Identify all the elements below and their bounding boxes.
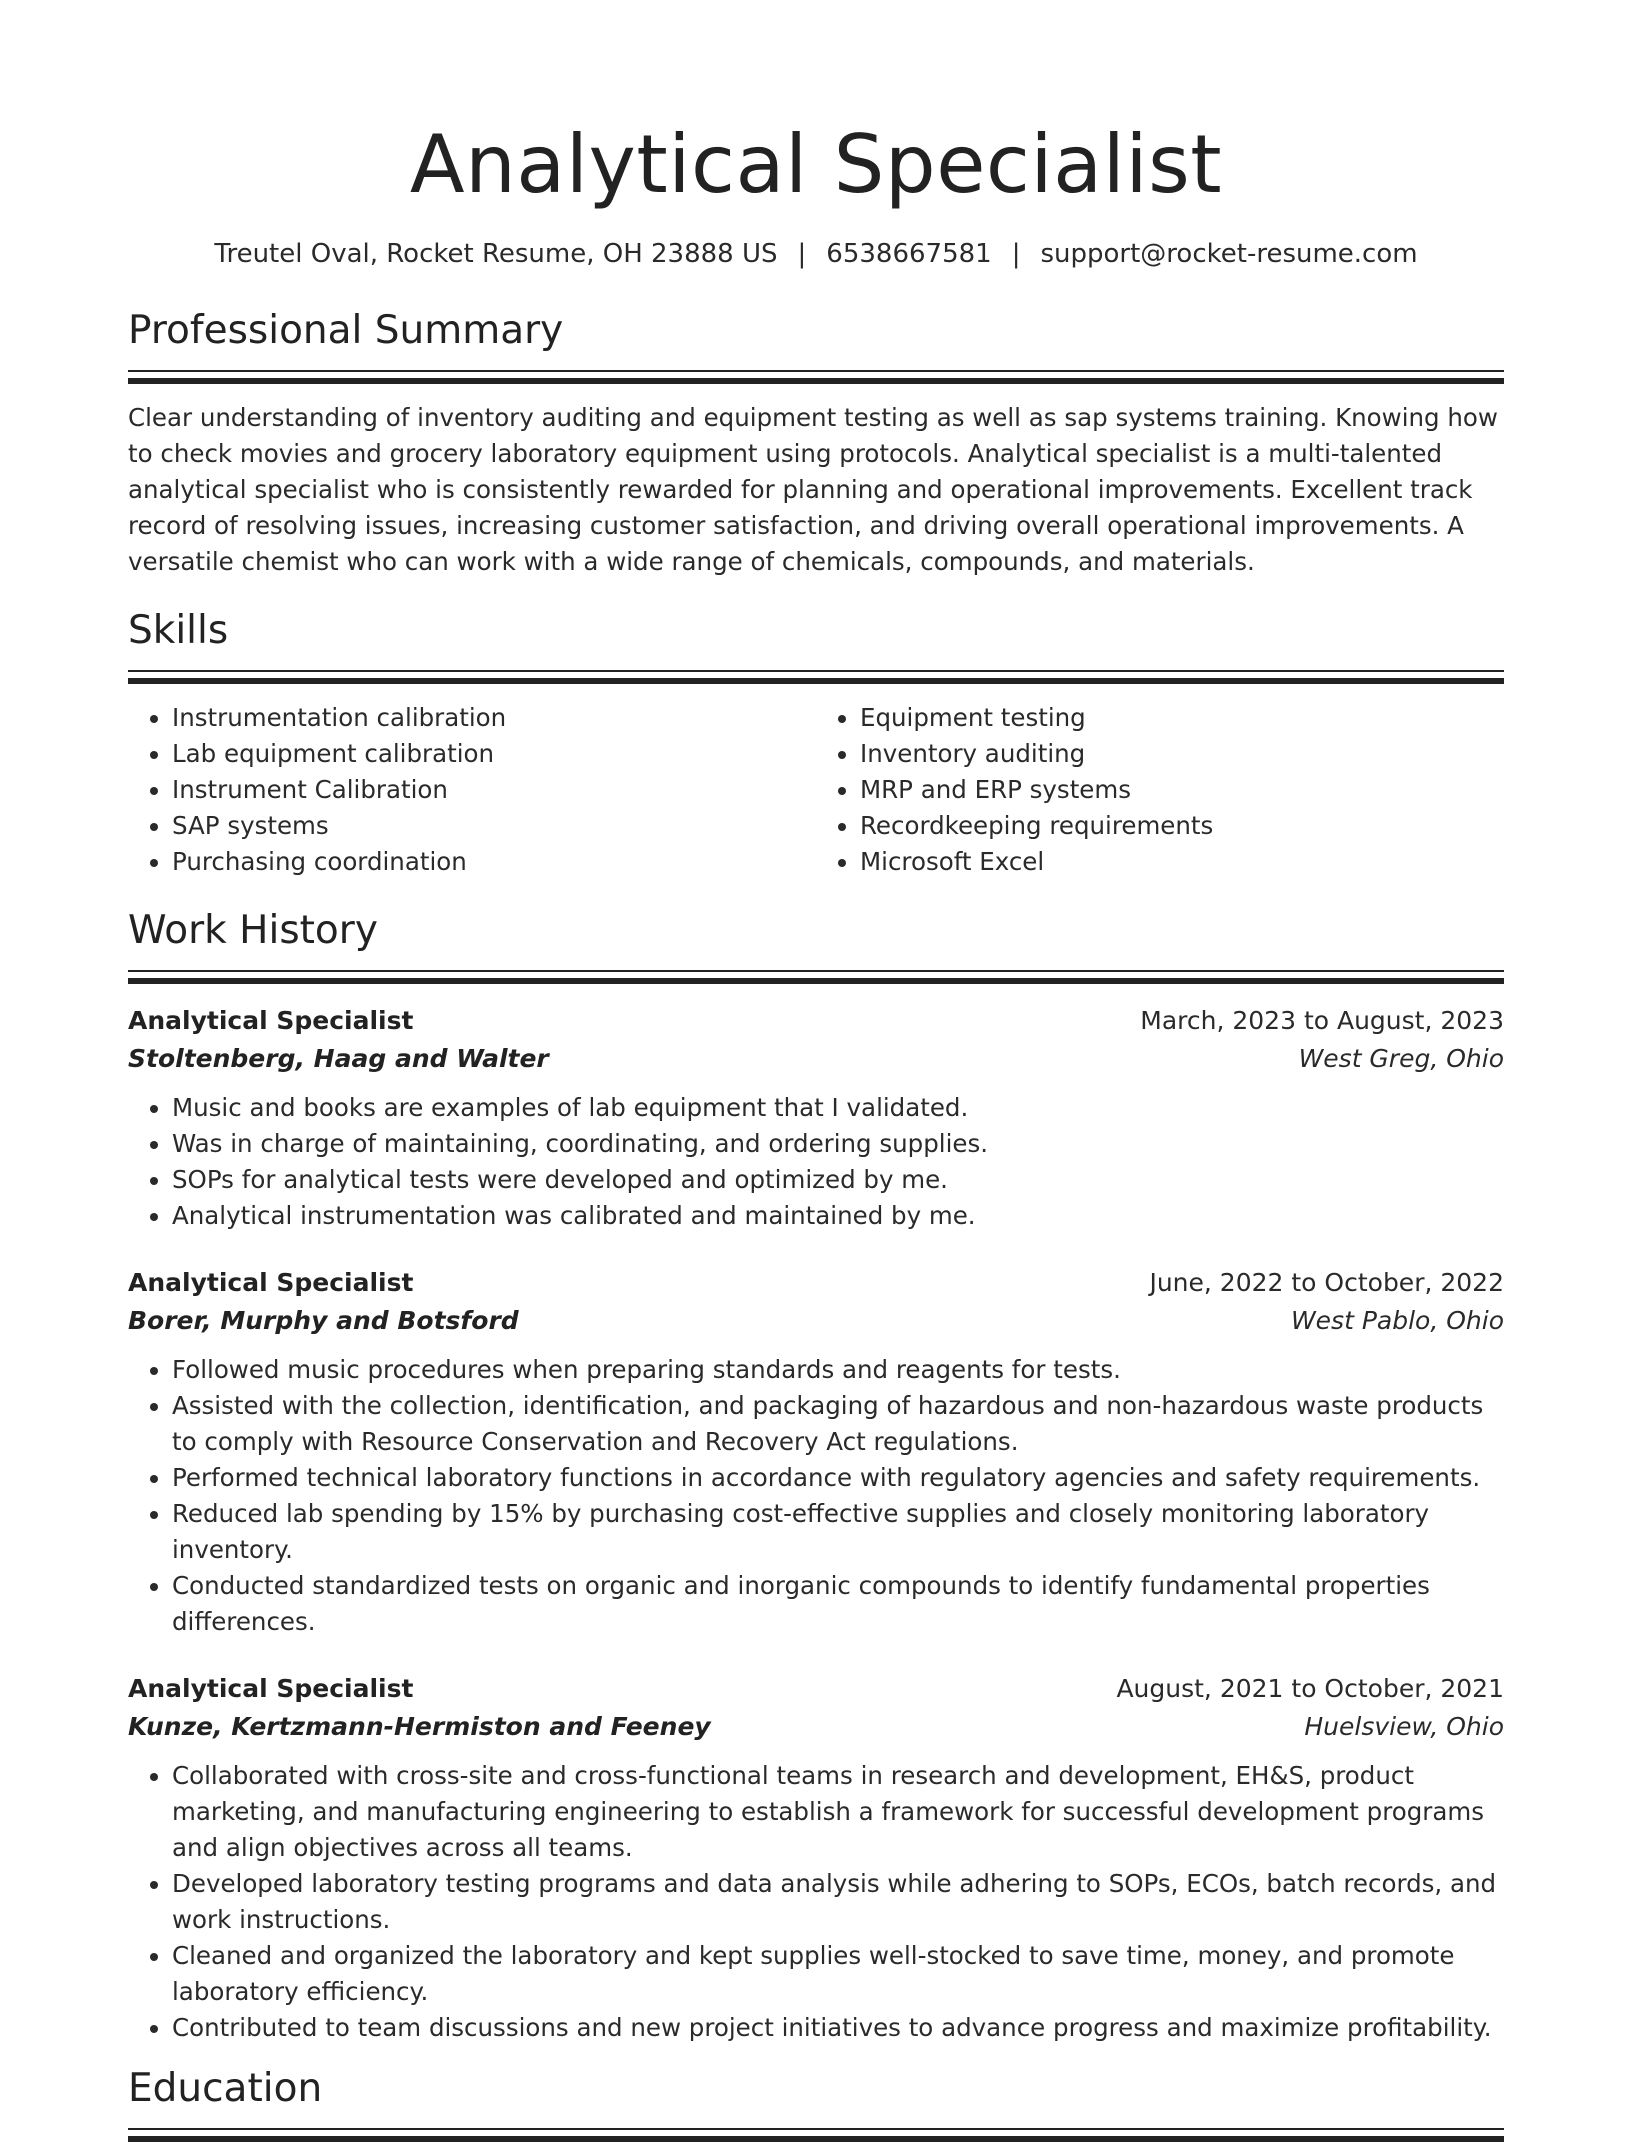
- job-company: Borer, Murphy and Botsford: [128, 1306, 519, 1335]
- job-bullet: • Reduced lab spending by 15% by purchasing cost-effective supplies and closely monitoring laboratory inventory.: [172, 1496, 1504, 1568]
- job-company: Kunze, Kertzmann-Hermiston and Feeney: [128, 1712, 711, 1741]
- contact-separator: |: [797, 239, 807, 269]
- skills-columns: [128, 700, 1504, 880]
- job-company-row: [128, 1302, 1504, 1340]
- job-location: Huelsview, Ohio: [1304, 1712, 1504, 1741]
- job-dates: March, 2023 to August, 2023: [1140, 1006, 1504, 1035]
- job-company-row: [128, 1040, 1504, 1078]
- job-bullet: • Collaborated with cross-site and cross-functional teams in research and development, EH&S, product marketing, and manufacturing engineering to establish a framework for successful development programs and align objectives across all teams.: [172, 1758, 1504, 1866]
- contact-address: Treutel Oval, Rocket Resume, OH 23888 US: [214, 239, 778, 269]
- job-bullet: • Performed technical laboratory functions in accordance with regulatory agencies and safety requirements.: [172, 1460, 1504, 1496]
- skill-item: • Purchasing coordination: [172, 844, 816, 880]
- contact-separator: |: [1011, 239, 1021, 269]
- skills-list-right: [816, 700, 1504, 880]
- skills-section: [128, 606, 1504, 880]
- job-bullet: • Contributed to team discussions and new project initiatives to advance progress and maximize profitability.: [172, 2010, 1504, 2046]
- section-divider: [128, 2128, 1504, 2130]
- job-company-row: [128, 1708, 1504, 1746]
- job-entry: [128, 1002, 1504, 1234]
- contact-line: [128, 236, 1504, 272]
- resume-name: Analytical Specialist: [409, 118, 1223, 211]
- work-history-heading: Work History: [128, 908, 378, 953]
- skill-item: • MRP and ERP systems: [860, 772, 1504, 808]
- job-header-row: [128, 1264, 1504, 1302]
- job-header-row: [128, 1670, 1504, 1708]
- section-divider: [128, 670, 1504, 672]
- job-bullet: • Music and books are examples of lab equipment that I validated.: [172, 1090, 1504, 1126]
- skills-list-left: [128, 700, 816, 880]
- section-divider-thick: [128, 678, 1504, 684]
- contact-email: support@rocket-resume.com: [1040, 239, 1418, 269]
- section-divider-thick: [128, 378, 1504, 384]
- job-company: Stoltenberg, Haag and Walter: [128, 1044, 549, 1073]
- contact-phone: 6538667581: [826, 239, 992, 269]
- section-divider: [128, 970, 1504, 972]
- education-section: [128, 2064, 1504, 2142]
- job-bullet: • Followed music procedures when preparing standards and reagents for tests.: [172, 1352, 1504, 1388]
- education-heading: Education: [128, 2066, 323, 2111]
- job-entry: [128, 1670, 1504, 2046]
- job-title: Analytical Specialist: [128, 1674, 414, 1703]
- job-location: West Greg, Ohio: [1298, 1044, 1504, 1073]
- summary-heading: Professional Summary: [128, 308, 564, 353]
- job-dates: August, 2021 to October, 2021: [1116, 1674, 1504, 1703]
- job-bullets: [128, 1090, 1504, 1234]
- section-divider: [128, 370, 1504, 372]
- job-bullet: • Analytical instrumentation was calibrated and maintained by me.: [172, 1198, 1504, 1234]
- summary-section: [128, 306, 1504, 580]
- skill-item: • Recordkeeping requirements: [860, 808, 1504, 844]
- skill-item: • Instrument Calibration: [172, 772, 816, 808]
- skill-item: • Instrumentation calibration: [172, 700, 816, 736]
- job-bullet: • Cleaned and organized the laboratory and kept supplies well-stocked to save time, money, and promote laboratory efficiency.: [172, 1938, 1504, 2010]
- job-title: Analytical Specialist: [128, 1006, 414, 1035]
- work-history-section: [128, 906, 1504, 2046]
- job-entry: [128, 1264, 1504, 1640]
- skill-item: • Lab equipment calibration: [172, 736, 816, 772]
- job-title: Analytical Specialist: [128, 1268, 414, 1297]
- summary-text: Clear understanding of inventory auditing and equipment testing as well as sap systems training. Knowing how to check movies and grocery laboratory equipment using protocols. Analytical specialist is a multi-talented analytical specialist who is consistently rewarded for planning and operational improvements. Excellent track record of resolving issues, increasing customer satisfaction, and driving overall operational improvements. A versatile chemist who can work with a wide range of chemicals, compounds, and materials.: [128, 403, 1498, 576]
- job-bullets: [128, 1758, 1504, 2046]
- skill-item: • Equipment testing: [860, 700, 1504, 736]
- skill-item: • Inventory auditing: [860, 736, 1504, 772]
- skills-heading: Skills: [128, 608, 229, 653]
- job-bullet: • Conducted standardized tests on organic and inorganic compounds to identify fundamental properties differences.: [172, 1568, 1504, 1640]
- job-bullet: • Was in charge of maintaining, coordinating, and ordering supplies.: [172, 1126, 1504, 1162]
- job-location: West Pablo, Ohio: [1290, 1306, 1504, 1335]
- job-bullets: [128, 1352, 1504, 1640]
- skill-item: • SAP systems: [172, 808, 816, 844]
- skill-item: • Microsoft Excel: [860, 844, 1504, 880]
- job-bullet: • SOPs for analytical tests were developed and optimized by me.: [172, 1162, 1504, 1198]
- job-header-row: [128, 1002, 1504, 1040]
- section-divider-thick: [128, 978, 1504, 984]
- job-bullet: • Assisted with the collection, identification, and packaging of hazardous and non-hazardous waste products to comply with Resource Conservation and Recovery Act regulations.: [172, 1388, 1504, 1460]
- job-bullet: • Developed laboratory testing programs and data analysis while adhering to SOPs, ECOs, batch records, and work instructions.: [172, 1866, 1504, 1938]
- section-divider-thick: [128, 2136, 1504, 2142]
- job-dates: June, 2022 to October, 2022: [1149, 1268, 1504, 1297]
